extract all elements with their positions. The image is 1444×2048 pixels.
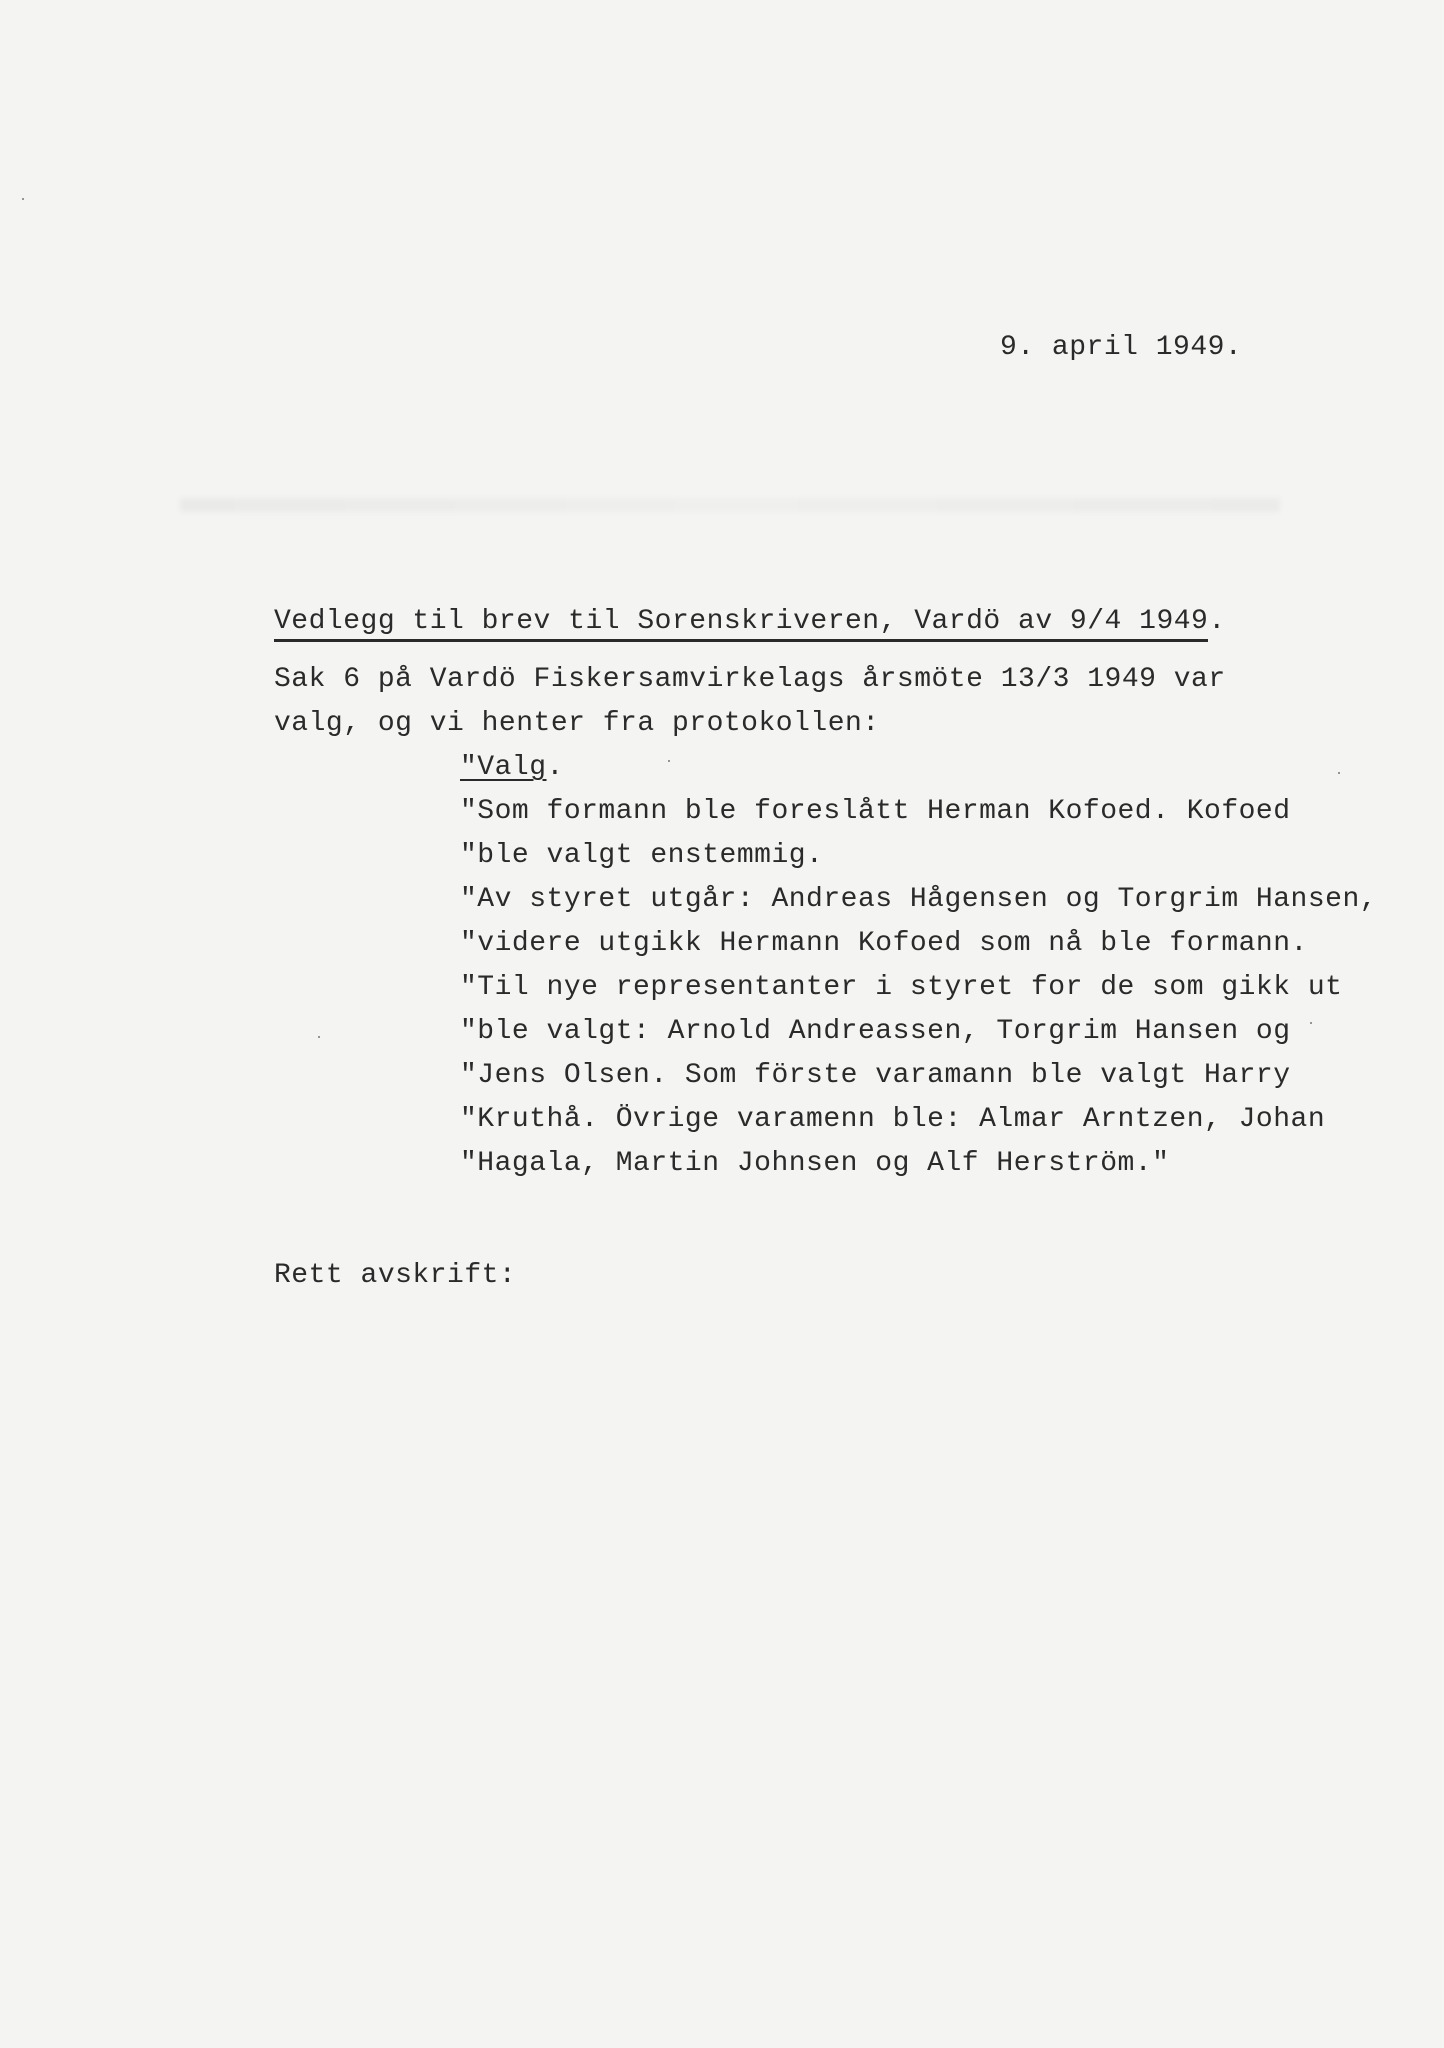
heading-text: Vedlegg til brev til Sorenskriveren, Vardö av 9/4 1949 — [274, 606, 1208, 642]
paper-speck — [318, 1036, 320, 1038]
quote-line-3: "Av styret utgår: Andreas Hågensen og Torgrim Hansen, — [460, 884, 1378, 915]
intro-line-2: valg, og vi henter fra protokollen: — [274, 708, 880, 739]
document-date: 9. april 1949. — [1000, 332, 1243, 363]
paper-speck — [22, 198, 24, 200]
quote-line-5: "Til nye representanter i styret for de som gikk ut — [460, 972, 1343, 1003]
quote-title-period: . — [546, 752, 564, 783]
quote-line-4: "videre utgikk Hermann Kofoed som nå ble formann. — [460, 928, 1308, 959]
document-heading — [274, 606, 1226, 637]
paper-speck — [1338, 772, 1340, 774]
paper-speck — [1310, 1022, 1312, 1024]
paper-speck — [668, 760, 670, 762]
quote-line-2: "ble valgt enstemmig. — [460, 840, 824, 871]
quote-line-6: "ble valgt: Arnold Andreassen, Torgrim Hansen og — [460, 1016, 1291, 1047]
heading-period: . — [1208, 606, 1226, 637]
quote-line-8: "Kruthå. Övrige varamenn ble: Almar Arntzen, Johan — [460, 1104, 1326, 1135]
signoff: Rett avskrift: — [274, 1260, 517, 1291]
quote-title-text: "Valg — [460, 752, 547, 783]
quote-line-1: "Som formann ble foreslått Herman Kofoed. Kofoed — [460, 796, 1291, 827]
faint-bleed-through — [180, 498, 1280, 512]
intro-line-1: Sak 6 på Vardö Fiskersamvirkelags årsmöte 13/3 1949 var — [274, 664, 1226, 695]
quote-title — [460, 752, 564, 783]
quote-line-9: "Hagala, Martin Johnsen og Alf Herström." — [460, 1148, 1170, 1179]
quote-line-7: "Jens Olsen. Som förste varamann ble valgt Harry — [460, 1060, 1291, 1091]
